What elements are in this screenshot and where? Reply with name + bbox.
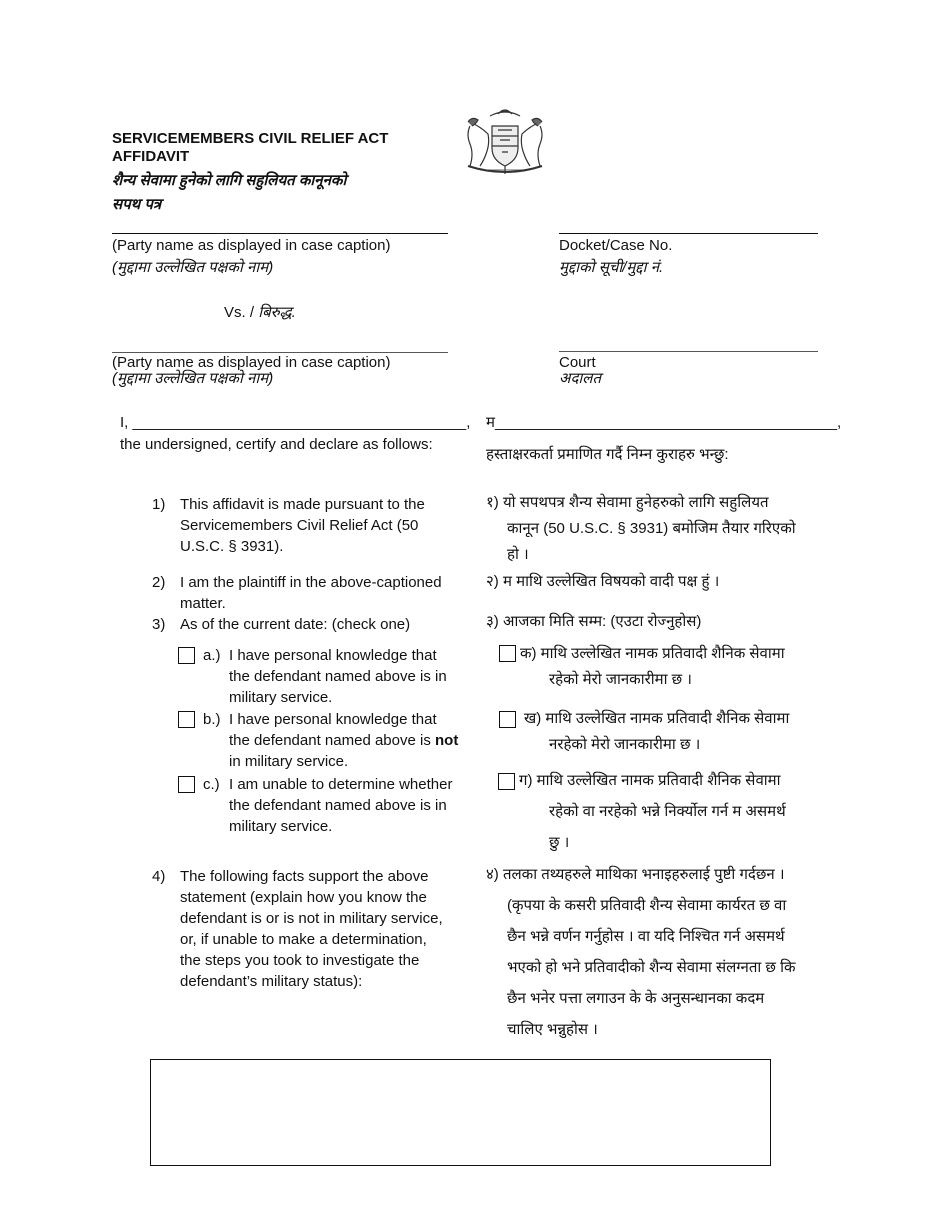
- option-a-label: a.): [203, 647, 221, 664]
- declarant-name-field[interactable]: I, ________________________________________,: [120, 414, 471, 431]
- item-1-text: This affidavit is made pursuant to the Servicemembers Civil Relief Act (50 U.S.C. § 3931).: [180, 496, 425, 555]
- party2-label: (Party name as displayed in case caption): [112, 354, 391, 371]
- item-4-text-np: ४) तलका तथ्यहरुले माथिका भनाइहरुलाई पुष्टी गर्दछन । (कृपया के कसरी प्रतिवादी शैन्य सेवामा कार्यरत छ वा छैन भन्ने वर्णन गर्नुहोस । वा यदि निश्चित गर्न असमर्थ भएको हो भने प्रतिवादीको शैन्य सेवामा संलग्नता छ कि छैन भनेर पत्ता लगाउन के के अनुसन्धानका कदम चालिए भन्नुहोस ।: [486, 866, 796, 1038]
- option-c-text: I am unable to determine whether the defendant named above is in military service.: [229, 776, 453, 835]
- option-a-checkbox[interactable]: [178, 647, 195, 664]
- item-3-text-np: ३) आजका मिति सम्म: (एउटा रोज्नुहोस): [486, 613, 702, 630]
- docket-label-np: मुद्दाको सूची/मुद्दा नं.: [559, 259, 664, 276]
- option-c-label: c.): [203, 776, 220, 793]
- docket-number-line[interactable]: [559, 233, 818, 234]
- option-b-checkbox-np[interactable]: [499, 711, 516, 728]
- court-label-np: अदालत: [559, 370, 602, 387]
- pennsylvania-coat-of-arms-icon: [460, 104, 550, 178]
- option-c-checkbox[interactable]: [178, 776, 195, 793]
- item-3-number: 3): [152, 616, 166, 633]
- option-c-text-np: ग) माथि उल्लेखित नामक प्रतिवादी शैनिक सेवामा रहेको वा नरहेको भन्ने निर्क्योल गर्न म असमर्थ छु ।: [519, 772, 786, 851]
- form-title-line1: SERVICEMEMBERS CIVIL RELIEF ACT: [112, 130, 389, 147]
- item-2-text: I am the plaintiff in the above-captioned matter.: [180, 574, 442, 612]
- certify-statement-np: हस्ताक्षरकर्ता प्रमाणित गर्दै निम्न कुराहरु भन्छु:: [486, 446, 729, 463]
- item-4-text: The following facts support the above statement (explain how you know the defendant is or is not in military service, or, if unable to make a determination, the steps you took to investigate the defendant’s military status):: [180, 868, 443, 990]
- certify-statement: the undersigned, certify and declare as follows:: [120, 436, 433, 453]
- option-b-text: I have personal knowledge that the defendant named above is not in military service.: [229, 711, 459, 770]
- item-1-text-np: १) यो सपथपत्र शैन्य सेवामा हुनेहरुको लागि सहुलियत कानून (50 U.S.C. § 3931) बमोजिम तैयार गरिएको हो ।: [486, 494, 796, 563]
- option-b-label: b.): [203, 711, 221, 728]
- party1-name-line[interactable]: [112, 233, 448, 234]
- form-title-line2: AFFIDAVIT: [112, 148, 190, 165]
- party2-label-np: (मुद्दामा उल्लेखित पक्षको नाम): [112, 370, 274, 387]
- option-c-checkbox-np[interactable]: [498, 773, 515, 790]
- item-1-number: 1): [152, 496, 166, 513]
- option-a-text: I have personal knowledge that the defendant named above is in military service.: [229, 647, 447, 706]
- court-label: Court: [559, 354, 596, 371]
- item-4-number: 4): [152, 868, 166, 885]
- option-b-checkbox[interactable]: [178, 711, 195, 728]
- party1-label-np: (मुद्दामा उल्लेखित पक्षको नाम): [112, 259, 274, 276]
- item-2-number: 2): [152, 574, 166, 591]
- declarant-name-field-np[interactable]: म_________________________________________,: [486, 414, 842, 431]
- item-2-text-np: २) म माथि उल्लेखित विषयको वादी पक्ष हुं ।: [486, 573, 720, 590]
- docket-label: Docket/Case No.: [559, 237, 673, 254]
- option-b-text-np: ख) माथि उल्लेखित नामक प्रतिवादी शैनिक सेवामा नरहेको मेरो जानकारीमा छ ।: [524, 710, 790, 753]
- versus-label: Vs. / बिरुद्ध.: [224, 304, 296, 321]
- facts-text-area[interactable]: [150, 1059, 771, 1166]
- form-title-np-line2: सपथ पत्र: [112, 196, 162, 213]
- form-title-np-line1: शैन्य सेवामा हुनेको लागि सहुलियत कानूनको: [112, 172, 347, 189]
- option-a-checkbox-np[interactable]: [499, 645, 516, 662]
- party1-label: (Party name as displayed in case caption): [112, 237, 391, 254]
- court-line[interactable]: [559, 351, 818, 352]
- item-3-text: As of the current date: (check one): [180, 616, 411, 633]
- option-a-text-np: क) माथि उल्लेखित नामक प्रतिवादी शैनिक सेवामा रहेको मेरो जानकारीमा छ ।: [520, 645, 785, 688]
